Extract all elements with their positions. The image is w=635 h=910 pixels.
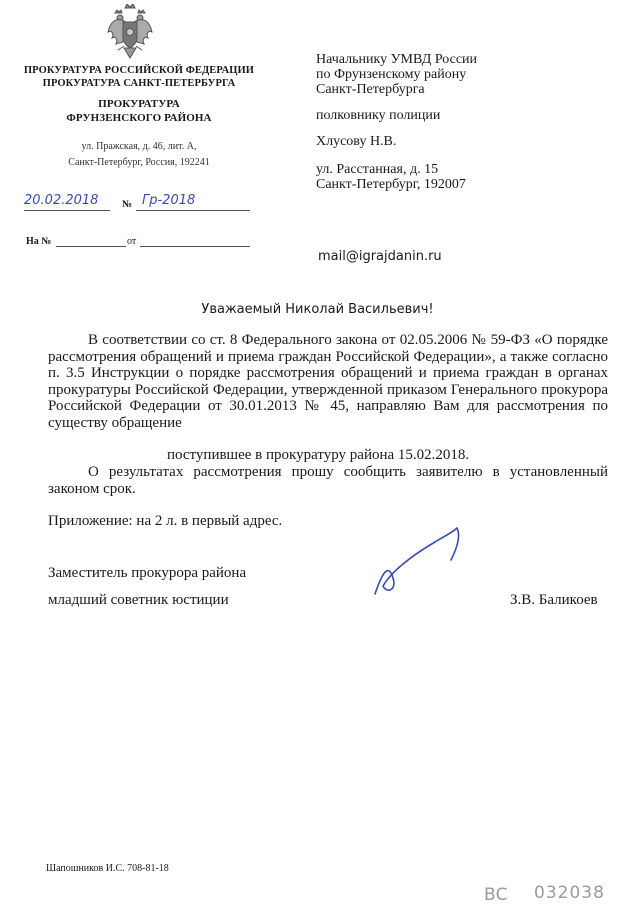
form-series: ВС (484, 885, 508, 905)
handwritten-signature (365, 520, 475, 600)
org-name-line1: ПРОКУРАТУРА РОССИЙСКОЙ ФЕДЕРАЦИИ (23, 65, 255, 76)
recipient-line1: Начальнику УМВД России (316, 52, 478, 67)
recipient-email: mail@igrajdanin.ru (318, 249, 442, 264)
recipient-rank: полковнику полиции (316, 108, 441, 123)
org-name-line4: ФРУНЗЕНСКОГО РАЙОНА (66, 112, 212, 124)
attachment-note: Приложение: на 2 л. в первый адрес. (48, 513, 283, 529)
number-handwritten: Гр-2018 (142, 193, 196, 208)
ref-label: На № (26, 236, 52, 247)
org-name-line3: ПРОКУРАТУРА (98, 98, 180, 110)
ref-from-label: от (127, 236, 137, 247)
signer-title-line2: младший советник юстиции (48, 592, 229, 608)
signer-name: З.В. Баликоев (510, 592, 598, 608)
paragraph-main: В соответствии со ст. 8 Федерального закона от 02.05.2006 № 59-ФЗ «О порядке рассмотрения обращений и приема граждан Российской Федерации», а также согласно п. 3.5 Инструкции о порядке рассмотрения обращений и приема граждан в органах прокуратуры Российской Федерации, утвержденной приказом Генерального прокурора Российской Федерации от 30.01.2013 № 45, направляю Вам для рассмотрения по существу обращение (48, 332, 608, 431)
org-address-line1: ул. Пражская, д. 46, лит. А, (81, 141, 197, 152)
ref-date-underline (140, 246, 250, 247)
recipient-line2: по Фрунзенскому району (316, 67, 467, 82)
executor-contact: Шапошников И.С. 708-81-18 (46, 863, 169, 874)
salutation: Уважаемый Николай Васильевич! (201, 302, 434, 317)
ref-number-underline (56, 246, 126, 247)
paragraph-main-tail: поступившее в прокуратуру района 15.02.2018. (167, 447, 470, 463)
recipient-city: Санкт-Петербург, 192007 (316, 177, 466, 192)
form-number: 032038 (534, 883, 605, 903)
paragraph-results: О результатах рассмотрения прошу сообщить заявителю в установленный законом срок. (48, 464, 608, 497)
date-underline (24, 210, 110, 211)
org-name-line2: ПРОКУРАТУРА САНКТ-ПЕТЕРБУРГА (42, 78, 236, 89)
number-label: № (122, 199, 133, 210)
recipient-street: ул. Расстанная, д. 15 (316, 162, 439, 177)
date-handwritten: 20.02.2018 (24, 193, 99, 208)
signer-title-line1: Заместитель прокурора района (48, 565, 247, 581)
org-address-line2: Санкт-Петербург, Россия, 192241 (68, 157, 210, 168)
number-underline (136, 210, 250, 211)
recipient-line3: Санкт-Петербурга (316, 82, 425, 97)
coat-of-arms-emblem (106, 4, 154, 60)
recipient-name: Хлусову Н.В. (316, 134, 397, 149)
